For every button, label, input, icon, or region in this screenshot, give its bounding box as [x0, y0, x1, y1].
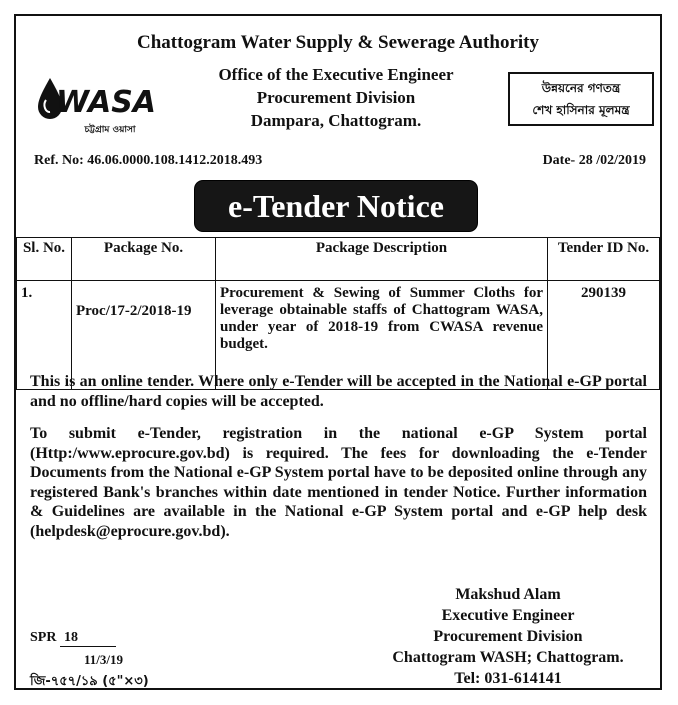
g-code: জি-৭৫৭/১৯ (৫"×৩)	[30, 674, 149, 689]
paragraph-registration: To submit e-Tender, registration in the national e-GP System portal (Http:/www.eprocure.gov.bd) is required. The fees for downloading the e-Tender Documents from the National e-GP System portal have to be deposited online through any registered Bank's branches within date mentioned in tender Notice. Further information & Guidelines are available in the National e-GP System portal and e-GP help desk (helpdesk@eprocure.gov.bd).	[30, 425, 647, 540]
signatory-tel: Tel: 031-614141	[454, 670, 562, 687]
signatory-org: Chattogram WASH; Chattogram.	[392, 649, 624, 666]
spr-line	[30, 630, 116, 647]
motto-line-1: উন্নয়নের গণতন্ত্র	[541, 81, 621, 95]
spr-number: 18	[60, 630, 116, 647]
reference-number: Ref. No: 46.06.0000.108.1412.2018.493	[34, 153, 263, 168]
signatory-title: Executive Engineer	[441, 607, 575, 624]
signatory-name: Makshud Alam	[455, 586, 561, 603]
header-description: Package Description	[216, 238, 548, 281]
header-sl: Sl. No.	[17, 238, 72, 281]
spr-date: 11/3/19	[84, 652, 124, 667]
notice-title: e-Tender Notice	[195, 181, 477, 231]
header-tender-id: Tender ID No.	[548, 238, 660, 281]
office-line-3: Dampara, Chattogram.	[250, 111, 422, 130]
logo-subtext: চট্টগ্রাম ওয়াসা	[84, 125, 136, 135]
logo-text: WASA	[55, 85, 154, 120]
office-address	[166, 63, 506, 132]
org-name: Chattogram Water Supply & Sewerage Authority	[137, 32, 539, 53]
tender-table	[16, 237, 660, 390]
cell-sl: 1.	[17, 281, 72, 390]
cell-tender-id: 290139	[548, 281, 660, 390]
wasa-logo-icon	[36, 74, 154, 140]
cell-package-no: Proc/17-2/2018-19	[72, 281, 216, 390]
signature-block	[363, 584, 653, 689]
paragraph-online-tender: This is an online tender. Where only e-Tender will be accepted in the National e-GP portal and no offline/hard copies will be accepted.	[30, 373, 647, 410]
wasa-logo	[36, 74, 154, 140]
signatory-division: Procurement Division	[433, 628, 583, 645]
motto-line-2: শেখ হাসিনার মূলমন্ত্র	[532, 103, 630, 117]
spr-label: SPR	[30, 630, 57, 645]
office-line-2: Procurement Division	[256, 88, 416, 107]
table-header-row	[17, 238, 660, 281]
cell-description: Procurement & Sewing of Summer Cloths for leverage obtainable staffs of Chattogram WASA, under year of 2018-19 from CWASA revenue budget.	[216, 281, 548, 390]
motto-box	[508, 72, 654, 126]
tender-notice	[14, 14, 662, 690]
header-package-no: Package No.	[72, 238, 216, 281]
office-line-1: Office of the Executive Engineer	[218, 65, 454, 84]
notice-date: Date- 28 /02/2019	[542, 153, 646, 168]
